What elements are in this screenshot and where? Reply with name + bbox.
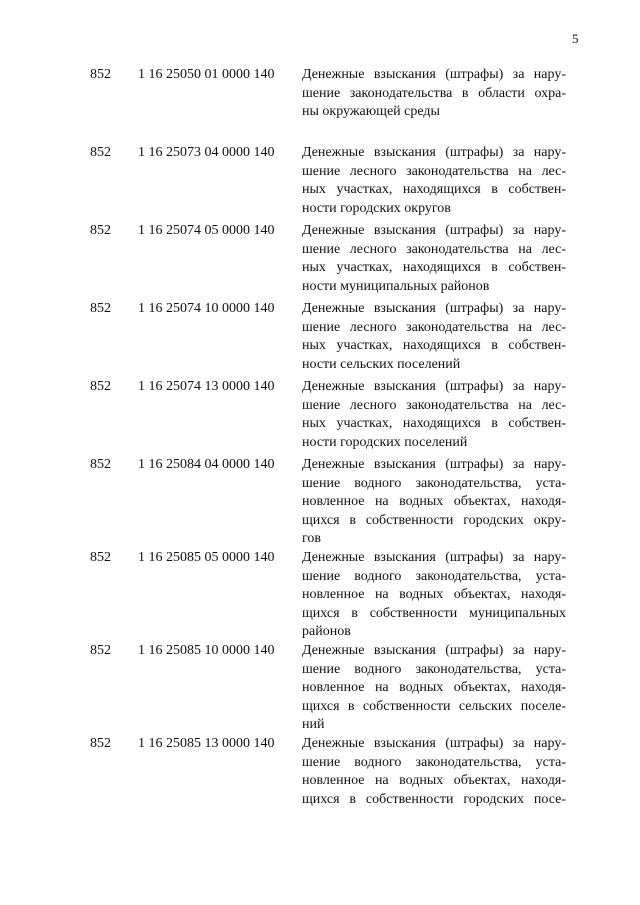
- income-description: [302, 456, 566, 549]
- description-line: щихся в собственности городских посе-: [302, 791, 566, 807]
- income-description: [302, 144, 566, 218]
- income-description: [302, 378, 566, 452]
- description-line: ных участках, находящихся в собствен-: [302, 338, 566, 353]
- description-line: ных участках, находящихся в собствен-: [302, 182, 566, 197]
- table-row: [0, 66, 640, 144]
- budget-classification-code: 1 16 25050 01 0000 140: [138, 67, 275, 82]
- table-row: [0, 549, 640, 642]
- budget-classification-code: 1 16 25073 04 0000 140: [138, 145, 275, 160]
- table-row: [0, 378, 640, 456]
- description-line: шение водного законодательства, уста-: [302, 475, 566, 491]
- description-line: шение лесного законодательства на лес-: [302, 397, 566, 413]
- admin-code: 852: [90, 379, 111, 394]
- table-row: [0, 642, 640, 735]
- budget-classification-code: 1 16 25084 04 0000 140: [138, 457, 275, 472]
- description-line: Денежные взыскания (штрафы) за нару-: [302, 550, 566, 565]
- description-line: Денежные взыскания (штрафы) за нару-: [302, 301, 566, 316]
- budget-classification-code: 1 16 25085 05 0000 140: [138, 550, 275, 565]
- income-description: [302, 222, 566, 296]
- admin-code: 852: [90, 457, 111, 472]
- description-line: новленное на водных объектах, находя-: [302, 773, 566, 788]
- budget-codes-table: [0, 66, 640, 813]
- description-line: районов: [302, 624, 351, 639]
- budget-classification-code: 1 16 25085 10 0000 140: [138, 643, 275, 658]
- description-line: ных участках, находящихся в собствен-: [302, 260, 566, 275]
- admin-code: 852: [90, 301, 111, 316]
- income-description: [302, 549, 566, 642]
- description-line: новленное на водных объектах, находя-: [302, 494, 566, 509]
- description-line: шение лесного законодательства на лес-: [302, 241, 566, 257]
- description-line: шение водного законодательства, уста-: [302, 754, 566, 770]
- table-row: [0, 735, 640, 813]
- page-number: 5: [572, 31, 579, 46]
- description-line: ний: [302, 717, 325, 732]
- description-line: шение законодательства в области охра-: [302, 85, 566, 101]
- income-description: [302, 642, 566, 735]
- budget-classification-code: 1 16 25074 05 0000 140: [138, 223, 275, 238]
- description-line: щихся в собственности муниципальных: [302, 605, 566, 621]
- description-line: шение лесного законодательства на лес-: [302, 319, 566, 335]
- description-line: шение лесного законодательства на лес-: [302, 163, 566, 179]
- description-line: новленное на водных объектах, находя-: [302, 587, 566, 602]
- description-line: Денежные взыскания (штрафы) за нару-: [302, 643, 566, 658]
- income-description: [302, 66, 566, 122]
- description-line: Денежные взыскания (штрафы) за нару-: [302, 67, 566, 82]
- description-line: щихся в собственности городских окру-: [302, 512, 566, 528]
- table-row: [0, 222, 640, 300]
- budget-classification-code: 1 16 25074 10 0000 140: [138, 301, 275, 316]
- admin-code: 852: [90, 67, 111, 82]
- description-line: Денежные взыскания (штрафы) за нару-: [302, 223, 566, 238]
- description-line: шение водного законодательства, уста-: [302, 568, 566, 584]
- description-line: гов: [302, 531, 322, 546]
- description-line: ности городских округов: [302, 200, 451, 216]
- admin-code: 852: [90, 736, 111, 751]
- income-description: [302, 735, 566, 809]
- description-line: шение водного законодательства, уста-: [302, 661, 566, 677]
- table-row: [0, 456, 640, 549]
- table-row: [0, 300, 640, 378]
- description-line: щихся в собственности сельских поселе-: [302, 698, 566, 714]
- description-line: ности сельских поселений: [302, 356, 461, 372]
- description-line: ны окружающей среды: [302, 104, 440, 119]
- admin-code: 852: [90, 223, 111, 238]
- budget-classification-code: 1 16 25085 13 0000 140: [138, 736, 275, 751]
- description-line: Денежные взыскания (штрафы) за нару-: [302, 379, 566, 394]
- description-line: ности городских поселений: [302, 434, 468, 450]
- table-row: [0, 144, 640, 222]
- budget-classification-code: 1 16 25074 13 0000 140: [138, 379, 275, 394]
- description-line: ных участках, находящихся в собствен-: [302, 416, 566, 431]
- admin-code: 852: [90, 550, 111, 565]
- admin-code: 852: [90, 643, 111, 658]
- description-line: Денежные взыскания (штрафы) за нару-: [302, 736, 566, 751]
- income-description: [302, 300, 566, 374]
- admin-code: 852: [90, 145, 111, 160]
- description-line: Денежные взыскания (штрафы) за нару-: [302, 457, 566, 472]
- description-line: новленное на водных объектах, находя-: [302, 680, 566, 695]
- description-line: Денежные взыскания (штрафы) за нару-: [302, 145, 566, 160]
- description-line: ности муниципальных районов: [302, 278, 490, 294]
